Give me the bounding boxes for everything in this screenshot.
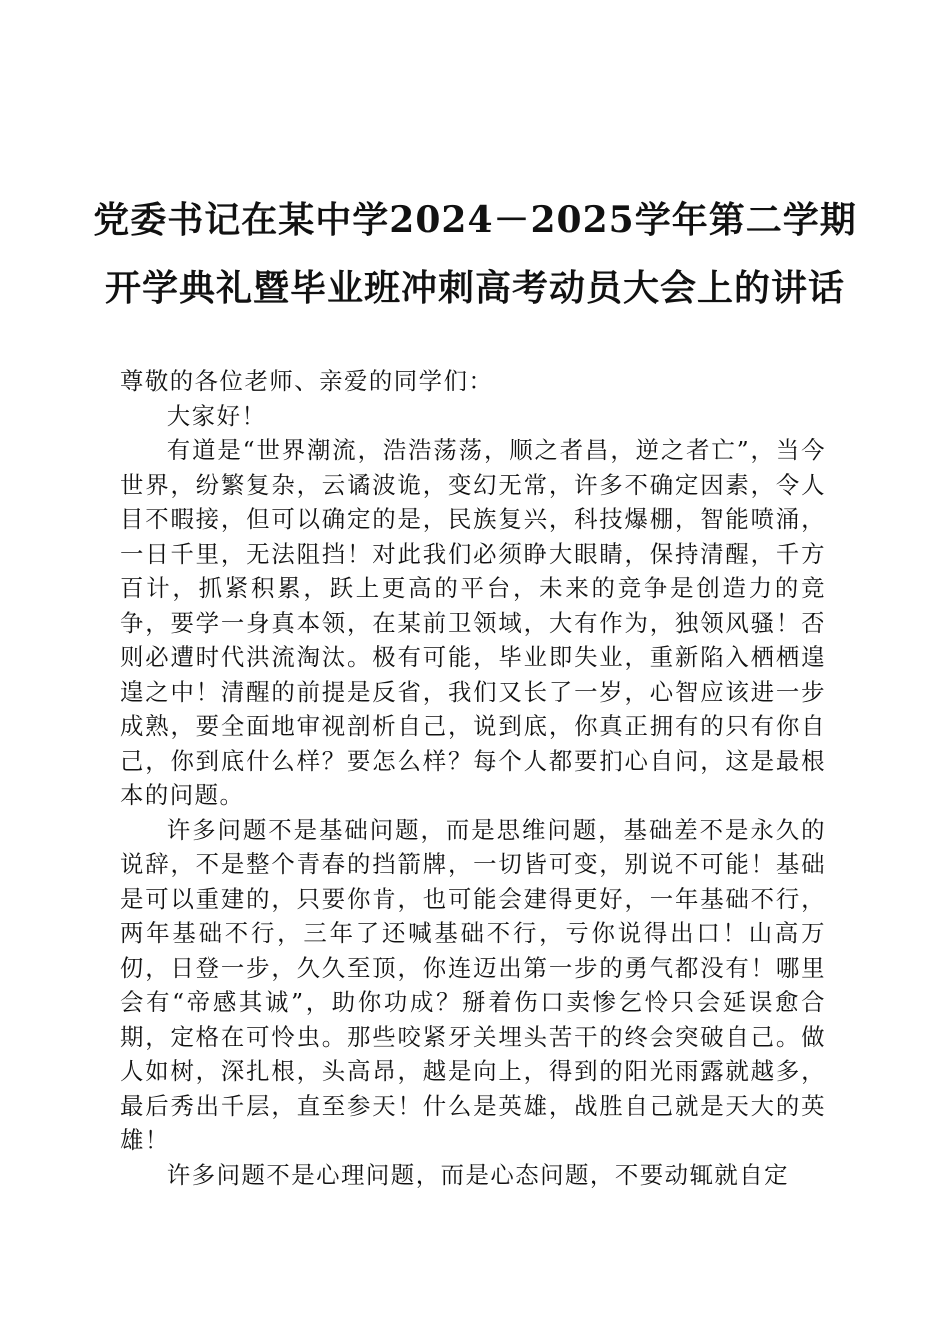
- salutation: 尊敬的各位老师、亲爱的同学们：: [120, 367, 494, 395]
- document-body: [120, 364, 826, 1192]
- title-line-1: 党委书记在某中学2024－2025学年第二学期: [93, 199, 857, 241]
- title-line-2: 开学典礼暨毕业班冲刺高考动员大会上的讲话: [104, 267, 845, 309]
- paragraph-2: 许多问题不是基础问题，而是思维问题，基础差不是永久的说辞，不是整个青春的挡箭牌，一切皆可变，别说不可能！基础是可以重建的，只要你肯，也可能会建得更好，一年基础不行，两年基础不行，三年了还喊基础不行，亏你说得出口！山高万仞，日登一步，久久至顶，你连迈出第一步的勇气都没有！哪里会有“帝感其诚”，助你功成？掰着伤口卖惨乞怜只会延误愈合期，定格在可怜虫。那些咬紧牙关埋头苦干的终会突破自己。做人如树，深扎根，头高昂，越是向上，得到的阳光雨露就越多，最后秀出千层，直至参天！什么是英雄，战胜自己就是天大的英雄！: [120, 815, 826, 1154]
- paragraph-1: 有道是“世界潮流，浩浩荡荡，顺之者昌，逆之者亡”，当今世界，纷繁复杂，云谲波诡，变幻无常，许多不确定因素，令人目不暇接，但可以确定的是，民族复兴，科技爆棚，智能喷涌，一日千里，无法阻挡！对此我们必须睁大眼睛，保持清醒，千方百计，抓紧积累，跃上更高的平台，未来的竞争是创造力的竞争，要学一身真本领，在某前卫领域，大有作为，独领风骚！否则必遭时代洪流淘汰。极有可能，毕业即失业，重新陷入栖栖遑遑之中！清醒的前提是反省，我们又长了一岁，心智应该进一步成熟，要全面地审视剖析自己，说到底，你真正拥有的只有你自己，你到底什么样？要怎么样？每个人都要扪心自问，这是最根本的问题。: [120, 436, 826, 809]
- document-title: [80, 186, 870, 322]
- paragraph-3: 许多问题不是心理问题，而是心态问题，不要动辄就自定: [166, 1160, 790, 1189]
- paragraph-greeting: 大家好！: [166, 401, 267, 430]
